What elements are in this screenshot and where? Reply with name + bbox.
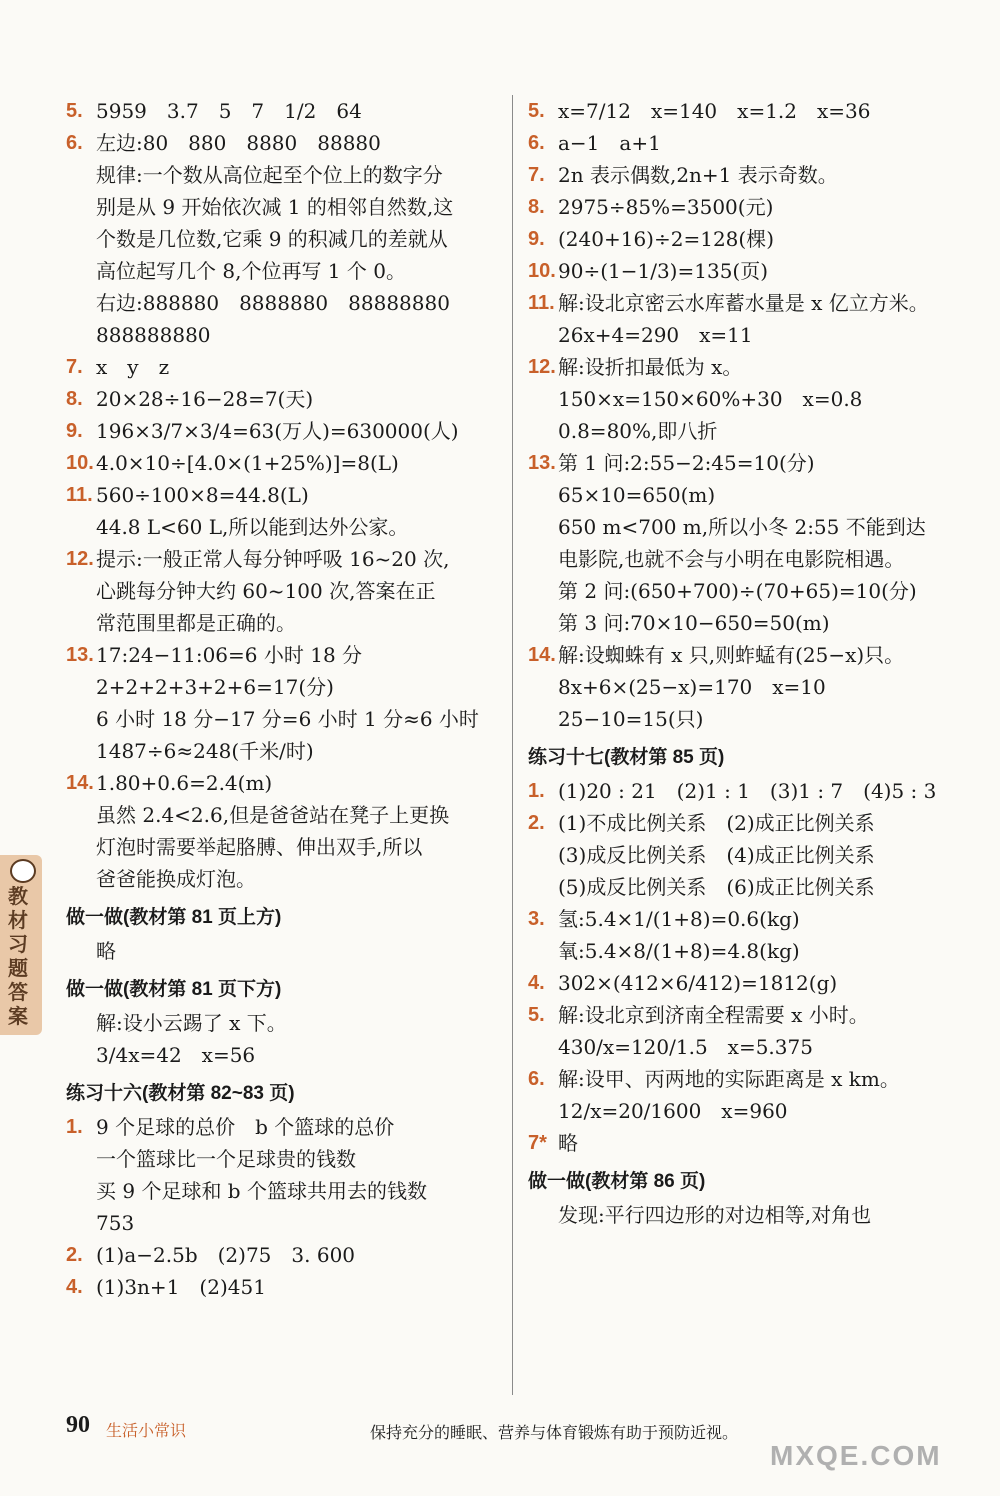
answer-number: 10. (66, 452, 94, 474)
answer-item (66, 1111, 506, 1239)
answer-number: 1. (528, 780, 545, 802)
section-heading: 做一做(教材第 81 页上方) (66, 907, 282, 928)
section-line: 发现:平行四边形的对边相等,对角也 (558, 1203, 872, 1227)
answer-item (528, 95, 968, 127)
answer-line: (1)20 : 21 (2)1 : 1 (3)1 : 7 (4)5 : 3 (558, 779, 937, 803)
answer-line: 2n 表示偶数,2n+1 表示奇数。 (558, 163, 838, 187)
left-column (66, 95, 506, 1303)
answer-number: 9. (66, 420, 83, 442)
answer-line: 解:设甲、丙两地的实际距离是 x km。 (558, 1067, 900, 1091)
answer-number: 14. (528, 644, 556, 666)
answer-line: (5)成反比例关系 (6)成正比例关系 (558, 875, 875, 899)
answer-number: 4. (66, 1276, 83, 1298)
answer-line: (240+16)÷2=128(棵) (558, 227, 775, 251)
right-column (528, 95, 968, 1231)
answer-item (528, 1127, 968, 1159)
answer-line: (3)成反比例关系 (4)成正比例关系 (558, 843, 875, 867)
answer-line: 196×3/7×3/4=63(万人)=630000(人) (96, 419, 459, 443)
answer-number: 11. (66, 484, 93, 506)
answer-number: 8. (66, 388, 83, 410)
answer-item (528, 775, 968, 807)
answer-number: 7* (528, 1132, 547, 1154)
section-heading: 练习十六(教材第 82~83 页) (66, 1083, 295, 1104)
answer-line: 第 2 问:(650+700)÷(70+65)=10(分) (558, 579, 917, 603)
answer-number: 7. (528, 164, 545, 186)
answer-line: 解:设折扣最低为 x。 (558, 355, 743, 379)
answer-line: 25−10=15(只) (558, 707, 704, 731)
answer-item (66, 127, 506, 351)
answer-line: 9 个足球的总价 b 个篮球的总价 (96, 1115, 395, 1139)
answer-line: 常范围里都是正确的。 (96, 611, 296, 635)
answer-line: 规律:一个数从高位起至个位上的数字分 (96, 163, 443, 187)
answer-line: 爸爸能换成灯泡。 (96, 867, 256, 891)
answer-number: 6. (528, 1068, 545, 1090)
footer-label: 生活小常识 (106, 1423, 187, 1440)
answer-line: 1487÷6≈248(千米/时) (96, 739, 314, 763)
answer-line: 20×28÷16−28=7(天) (96, 387, 314, 411)
footer-tip: 保持充分的睡眠、营养与体育锻炼有助于预防近视。 (370, 1423, 739, 1442)
answer-item (528, 807, 968, 903)
answer-line: 44.8 L<60 L,所以能到达外公家。 (96, 515, 409, 539)
answer-line: 150×x=150×60%+30 x=0.8 (558, 387, 863, 411)
answer-number: 13. (528, 452, 556, 474)
answer-line: 解:设北京密云水库蓄水量是 x 亿立方米。 (558, 291, 929, 315)
section-line: 3/4x=42 x=56 (96, 1043, 256, 1067)
answer-number: 11. (528, 292, 555, 314)
answer-line: 提示:一般正常人每分钟呼吸 16~20 次, (96, 547, 450, 571)
answer-number: 5. (528, 1004, 545, 1026)
answer-line: (1)3n+1 (2)451 (96, 1275, 266, 1299)
answer-line: 第 1 问:2:55−2:45=10(分) (558, 451, 815, 475)
section-heading: 做一做(教材第 86 页) (528, 1171, 706, 1192)
answer-item (528, 447, 968, 639)
answer-item (66, 447, 506, 479)
answer-line: 753 (96, 1211, 135, 1235)
column-divider (512, 95, 513, 1395)
answer-line: x y z (96, 355, 170, 379)
answer-line: 第 3 问:70×10−650=50(m) (558, 611, 830, 635)
answer-item (66, 351, 506, 383)
answer-line: 12/x=20/1600 x=960 (558, 1099, 788, 1123)
section-line: 略 (96, 939, 116, 963)
answer-number: 12. (66, 548, 94, 570)
answer-item (528, 999, 968, 1063)
answer-item (66, 543, 506, 639)
answer-item (66, 1271, 506, 1303)
answer-line: 心跳每分钟大约 60~100 次,答案在正 (96, 579, 436, 603)
answer-item (528, 127, 968, 159)
answer-number: 10. (528, 260, 556, 282)
answer-line: x=7/12 x=140 x=1.2 x=36 (558, 99, 871, 123)
answer-line: 灯泡时需要举起胳膊、伸出双手,所以 (96, 835, 423, 859)
answer-number: 2. (66, 1244, 83, 1266)
answer-item (528, 223, 968, 255)
sidebar-tab (0, 855, 42, 1035)
answer-line: 一个篮球比一个足球贵的钱数 (96, 1147, 356, 1171)
answer-number: 9. (528, 228, 545, 250)
answer-number: 3. (528, 908, 545, 930)
rabbit-icon (10, 859, 36, 883)
answer-line: 2+2+2+3+2+6=17(分) (96, 675, 334, 699)
answer-line: 1.80+0.6=2.4(m) (96, 771, 273, 795)
answer-number: 1. (66, 1116, 83, 1138)
section-heading: 练习十七(教材第 85 页) (528, 747, 725, 768)
answer-number: 8. (528, 196, 545, 218)
answer-line: 90÷(1−1/3)=135(页) (558, 259, 769, 283)
answer-line: 解:设蜘蛛有 x 只,则蚱蜢有(25−x)只。 (558, 643, 905, 667)
answer-item (66, 767, 506, 895)
answer-number: 7. (66, 356, 83, 378)
answer-number: 5. (528, 100, 545, 122)
answer-line: 买 9 个足球和 b 个篮球共用去的钱数 (96, 1179, 427, 1203)
answer-item (528, 159, 968, 191)
answer-line: 电影院,也就不会与小明在电影院相遇。 (558, 547, 905, 571)
answer-line: 个数是几位数,它乘 9 的积减几的差就从 (96, 227, 448, 251)
answer-item (66, 383, 506, 415)
answer-item (66, 479, 506, 543)
answer-number: 5. (66, 100, 83, 122)
answer-number: 14. (66, 772, 94, 794)
answer-item (66, 95, 506, 127)
answer-line: 560÷100×8=44.8(L) (96, 483, 309, 507)
answer-line: (1)不成比例关系 (2)成正比例关系 (558, 811, 875, 835)
section-heading: 做一做(教材第 81 页下方) (66, 979, 282, 1000)
answer-line: 左边:80 880 8880 88880 (96, 131, 381, 155)
answer-line: 888888880 (96, 323, 211, 347)
answer-line: 右边:888880 8888880 88888880 (96, 291, 450, 315)
answer-line: 17:24−11:06=6 小时 18 分 (96, 643, 363, 667)
answer-line: 氢:5.4×1/(1+8)=0.6(kg) (558, 907, 800, 931)
answer-number: 4. (528, 972, 545, 994)
answer-line: 解:设北京到济南全程需要 x 小时。 (558, 1003, 869, 1027)
answer-line: 302×(412×6/412)=1812(g) (558, 971, 838, 995)
answer-number: 13. (66, 644, 94, 666)
answer-line: 650 m<700 m,所以小冬 2:55 不能到达 (558, 515, 926, 539)
answer-line: (1)a−2.5b (2)75 3. 600 (96, 1243, 356, 1267)
answer-line: 虽然 2.4<2.6,但是爸爸站在凳子上更换 (96, 803, 450, 827)
answer-item (528, 287, 968, 351)
answer-item (66, 1239, 506, 1271)
sidebar-label: 教材习题答案 (8, 886, 28, 1028)
answer-line: 高位起写几个 8,个位再写 1 个 0。 (96, 259, 406, 283)
answer-line: a−1 a+1 (558, 131, 661, 155)
answer-number: 6. (528, 132, 545, 154)
answer-number: 2. (528, 812, 545, 834)
answer-line: 略 (558, 1131, 578, 1155)
answer-line: 2975÷85%=3500(元) (558, 195, 774, 219)
answer-line: 26x+4=290 x=11 (558, 323, 753, 347)
answer-number: 6. (66, 132, 83, 154)
answer-line: 8x+6×(25−x)=170 x=10 (558, 675, 826, 699)
section-line: 解:设小云踢了 x 下。 (96, 1011, 287, 1035)
answer-item (66, 639, 506, 767)
answer-item (66, 415, 506, 447)
answer-item (528, 255, 968, 287)
answer-item (528, 903, 968, 967)
watermark: MXQE.COM (770, 1440, 942, 1471)
answer-line: 4.0×10÷[4.0×(1+25%)]=8(L) (96, 451, 399, 475)
answer-number: 12. (528, 356, 556, 378)
answer-item (528, 351, 968, 447)
answer-line: 0.8=80%,即八折 (558, 419, 718, 443)
answer-line: 430/x=120/1.5 x=5.375 (558, 1035, 813, 1059)
answer-item (528, 1063, 968, 1127)
answer-line: 5959 3.7 5 7 1/2 64 (96, 99, 362, 123)
answer-line: 65×10=650(m) (558, 483, 716, 507)
answer-item (528, 967, 968, 999)
answer-line: 别是从 9 开始依次减 1 的相邻自然数,这 (96, 195, 454, 219)
answer-line: 氧:5.4×8/(1+8)=4.8(kg) (558, 939, 800, 963)
answer-item (528, 191, 968, 223)
answer-line: 6 小时 18 分−17 分=6 小时 1 分≈6 小时 (96, 707, 479, 731)
page-number: 90 (66, 1412, 90, 1438)
answer-item (528, 639, 968, 735)
